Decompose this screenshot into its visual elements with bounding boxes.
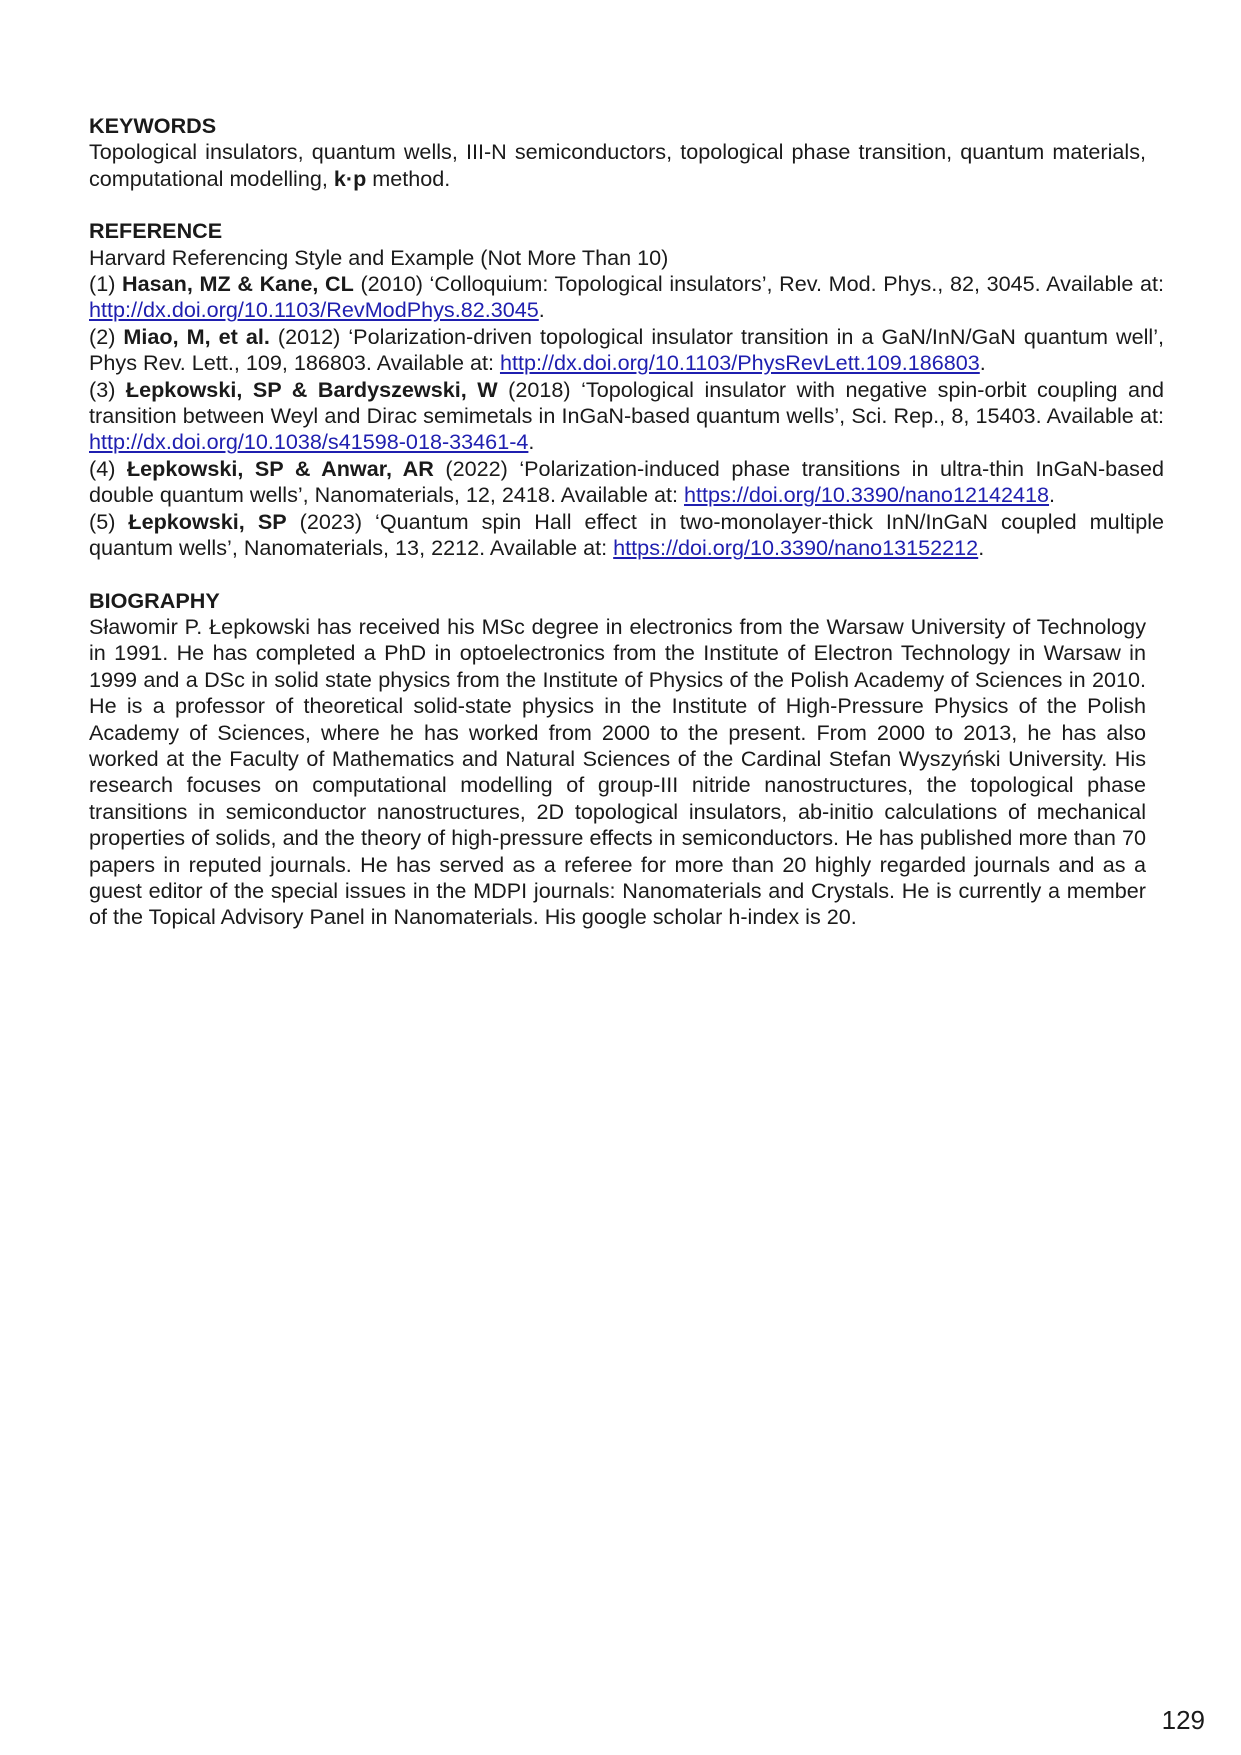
reference-item-3: (3) Łepkowski, SP & Bardyszewski, W (2018) ‘Topological insulator with negative spin-orbit coupling and transition between Weyl and Dirac semimetals in InGaN-based quantum wells’, Sci. Rep., 8, 15403. Available at: http://dx.doi.org/10.1038/s41598-018-33461-4. — [89, 376, 1164, 455]
available-at-label: Available at: — [489, 535, 614, 561]
reference-link[interactable]: https://doi.org/10.3390/nano12142418 — [684, 482, 1050, 508]
reference-authors: Łepkowski, SP & Anwar, AR — [126, 455, 434, 481]
reference-num: (4) — [89, 455, 127, 481]
reference-link[interactable]: http://dx.doi.org/10.1103/RevModPhys.82.3045 — [89, 297, 539, 323]
reference-body: (2023) ‘Quantum spin Hall effect in two-monolayer-thick InN/InGaN coupled multiple quantum wells’, Nanomaterials, 13, 2212. — [89, 508, 1165, 561]
reference-item-2: (2) Miao, M, et al. (2012) ‘Polarization-driven topological insulator transition in a GaN/InN/GaN quantum well’, Phys Rev. Lett., 109, 186803. Available at: http://dx.doi.org/10.1103/PhysRevLett.109.186803. — [89, 323, 1164, 376]
keywords-text-pre: Topological insulators, quantum wells, III-N semiconductors, topological phase transition, quantum materials, computational modelling, — [89, 139, 1146, 191]
reference-item-4: (4) Łepkowski, SP & Anwar, AR (2022) ‘Polarization-induced phase transitions in ultra-thin InGaN-based double quantum wells’, Nanomaterials, 12, 2418. Available at: https://doi.org/10.3390/nano12142418. — [89, 455, 1164, 508]
reference-num: (5) — [89, 508, 129, 534]
reference-authors: Łepkowski, SP — [128, 508, 287, 534]
available-at-label: Available at: — [376, 350, 500, 376]
reference-authors: Łepkowski, SP & Bardyszewski, W — [125, 376, 498, 402]
reference-body: (2012) ‘Polarization-driven topological insulator transition in a GaN/InN/GaN quantum well’, Phys Rev. Lett., 109, 186803. — [89, 323, 1164, 376]
reference-authors: Miao, M, et al. — [123, 323, 270, 349]
keywords-section — [89, 113, 1164, 192]
biography-section — [89, 588, 1164, 931]
reference-subtitle: Harvard Referencing Style and Example (Not More Than 10) — [89, 244, 669, 270]
available-at-label: Available at: — [1046, 271, 1165, 297]
keywords-text-post: method. — [366, 165, 451, 191]
available-at-label: Available at: — [560, 482, 685, 508]
reference-body: (2022) ‘Polarization-induced phase transitions in ultra-thin InGaN-based double quantum wells’, Nanomaterials, 12, 2418. — [89, 455, 1164, 508]
reference-num: (2) — [89, 323, 124, 349]
biography-heading: BIOGRAPHY — [89, 587, 220, 613]
biography-text: Sławomir P. Łepkowski has received his MSc degree in electronics from the Warsaw University of Technology in 1991. He has completed a PhD in optoelectronics from the Institute of Electron Technology in Warsaw in 1999 and a DSc in solid state physics from the Institute of Physics of the Polish Academy of Sciences in 2010. He is a professor of theoretical solid-state physics in the Institute of High-Pressure Physics of the Polish Academy of Sciences, where he has worked from 2000 to the present. From 2000 to 2013, he has also worked at the Faculty of Mathematics and Natural Sciences of the Cardinal Stefan Wyszyński University. His research focuses on computational modelling of group-III nitride nanostructures, the topological phase transitions in semiconductor nanostructures, 2D topological insulators, ab-initio calculations of mechanical properties of solids, and the theory of high-pressure effects in semiconductors. He has published more than 70 papers in reputed journals. He has served as a referee for more than 20 highly regarded journals and as a guest editor of the special issues in the MDPI journals: Nanomaterials and Crystals. He is currently a member of the Topical Advisory Panel in Nanomaterials. His google scholar h-index is 20. — [89, 613, 1146, 930]
reference-body: (2018) ‘Topological insulator with negative spin-orbit coupling and transition between Weyl and Dirac semimetals in InGaN-based quantum wells’, Sci. Rep., 8, 15403. — [89, 376, 1164, 429]
reference-section — [89, 218, 1164, 561]
reference-heading: REFERENCE — [89, 218, 223, 244]
reference-item-1: (1) Hasan, MZ & Kane, CL (2010) ‘Colloquium: Topological insulators’, Rev. Mod. Phys., 82, 3045. Available at: http://dx.doi.org/10.1103/RevModPhys.82.3045. — [89, 271, 1165, 323]
reference-num: (3) — [89, 376, 126, 402]
keywords-text — [89, 139, 1146, 192]
reference-body: (2010) ‘Colloquium: Topological insulators’, Rev. Mod. Phys., 82, 3045. — [353, 271, 1047, 297]
available-at-label: Available at: — [1046, 403, 1164, 429]
page-number: 129 — [1161, 1705, 1205, 1735]
page-content — [89, 113, 1164, 957]
reference-num: (1) — [89, 271, 123, 297]
reference-authors: Hasan, MZ & Kane, CL — [122, 271, 354, 297]
reference-link[interactable]: https://doi.org/10.3390/nano13152212 — [613, 535, 979, 561]
reference-link[interactable]: http://dx.doi.org/10.1103/PhysRevLett.109.186803 — [499, 350, 980, 376]
reference-item-5: (5) Łepkowski, SP (2023) ‘Quantum spin Hall effect in two-monolayer-thick InN/InGaN coupled multiple quantum wells’, Nanomaterials, 13, 2212. Available at: https://doi.org/10.3390/nano13152212. — [89, 508, 1165, 561]
keywords-heading: KEYWORDS — [89, 113, 217, 138]
reference-link[interactable]: http://dx.doi.org/10.1038/s41598-018-33461-4 — [89, 429, 529, 455]
keywords-kp: k·p — [333, 165, 367, 191]
